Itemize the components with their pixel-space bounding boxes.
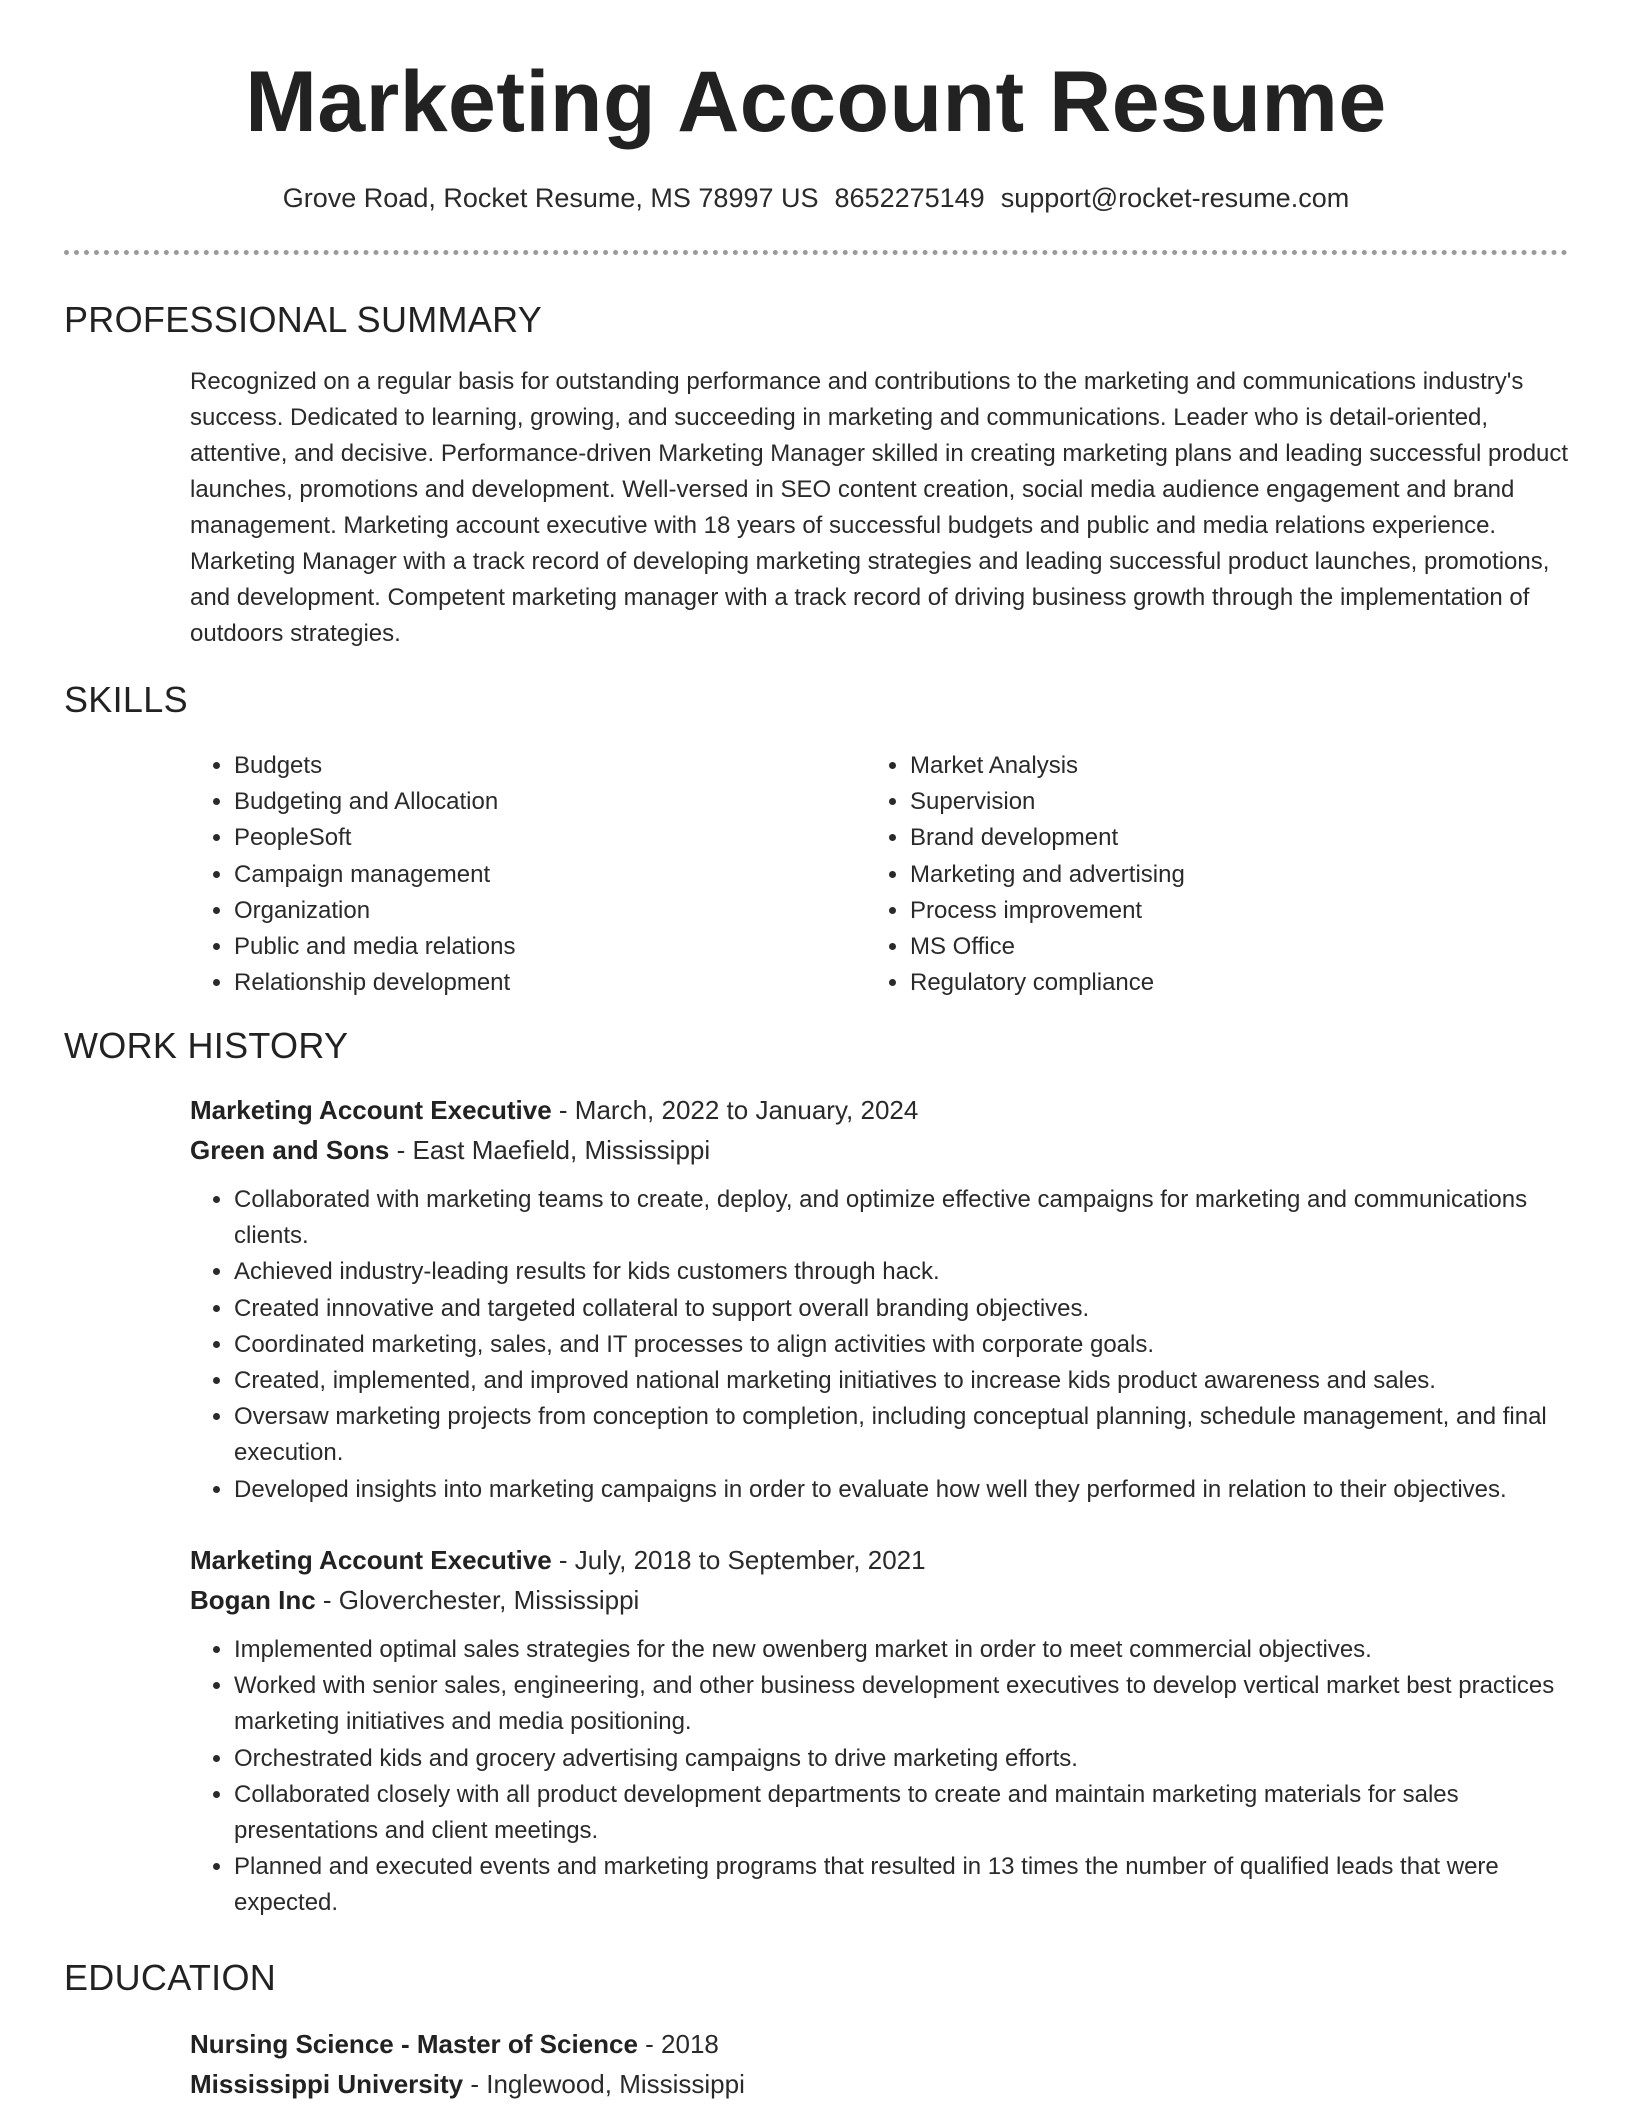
job-bullet: • Orchestrated kids and grocery advertising campaigns to drive marketing efforts. [234, 1741, 1570, 1777]
job-entry [190, 1090, 1570, 1508]
job-location: - East Maefield, Mississippi [389, 1135, 711, 1165]
contact-info [0, 180, 1632, 216]
skill-item: • Brand development [910, 820, 1570, 856]
job-bullet: • Coordinated marketing, sales, and IT processes to align activities with corporate goals. [234, 1327, 1570, 1363]
job-bullet: • Worked with senior sales, engineering, and other business development executives to develop vertical market best practices marketing initiatives and media positioning. [234, 1668, 1570, 1740]
job-bullet: • Implemented optimal sales strategies for the new owenberg market in order to meet commercial objectives. [234, 1632, 1570, 1668]
degree: Nursing Science - Master of Science [190, 2029, 638, 2059]
skill-item: • Supervision [910, 784, 1570, 820]
school-location: - Inglewood, Mississippi [463, 2069, 745, 2099]
skill-item: • Process improvement [910, 893, 1570, 929]
job-title: Marketing Account Executive [190, 1545, 552, 1575]
skill-item: • Budgeting and Allocation [234, 784, 854, 820]
resume-title: Marketing Account Resume [245, 54, 1387, 150]
job-title-line [190, 1540, 1570, 1580]
graduation-year: - 2018 [637, 2029, 719, 2059]
skill-item: • Budgets [234, 748, 854, 784]
summary-heading: PROFESSIONAL SUMMARY [64, 299, 543, 340]
skill-item: • Market Analysis [910, 748, 1570, 784]
job-company-line [190, 1580, 1570, 1620]
education-entry [190, 2024, 1570, 2104]
job-dates: - July, 2018 to September, 2021 [551, 1545, 926, 1575]
job-bullet: • Planned and executed events and marketing programs that resulted in 13 times the number of qualified leads that were expected. [234, 1849, 1570, 1921]
work-history-heading: WORK HISTORY [64, 1025, 349, 1066]
skill-item: • Organization [234, 893, 854, 929]
job-company: Green and Sons [190, 1135, 390, 1165]
skill-item: • Regulatory compliance [910, 965, 1570, 1001]
school-name: Mississippi University [190, 2069, 464, 2099]
job-entry [190, 1540, 1570, 1922]
education-heading: EDUCATION [64, 1957, 277, 1998]
skill-item: • Public and media relations [234, 929, 854, 965]
job-bullet: • Created, implemented, and improved national marketing initiatives to increase kids product awareness and sales. [234, 1363, 1570, 1399]
job-bullets [190, 1632, 1570, 1922]
skills-list-left [190, 748, 854, 1001]
job-bullet: • Developed insights into marketing campaigns in order to evaluate how well they performed in relation to their objectives. [234, 1472, 1570, 1508]
summary-text: Recognized on a regular basis for outstanding performance and contributions to the marketing and communications industry's success. Dedicated to learning, growing, and succeeding in marketing and communications. Leader who is detail-oriented, attentive, and decisive. Performance-driven Marketing Manager skilled in creating marketing plans and leading successful product launches, promotions and development. Well-versed in SEO content creation, social media audience engagement and brand management. Marketing account executive with 18 years of successful budgets and public and media relations experience. Marketing Manager with a track record of developing marketing strategies and leading successful product launches, promotions, and development. Competent marketing manager with a track record of driving business growth through the implementation of outdoors strategies. [190, 368, 1569, 647]
skill-item: • Relationship development [234, 965, 854, 1001]
skills-list-right [866, 748, 1570, 1001]
job-bullet: • Collaborated with marketing teams to create, deploy, and optimize effective campaigns for marketing and communications clients. [234, 1182, 1570, 1254]
skill-item: • Campaign management [234, 857, 854, 893]
job-title-line [190, 1090, 1570, 1130]
skills-heading: SKILLS [64, 679, 188, 720]
job-bullet: • Collaborated closely with all product development departments to create and maintain marketing materials for sales presentations and client meetings. [234, 1777, 1570, 1849]
contact-address: Grove Road, Rocket Resume, MS 78997 US [282, 183, 819, 213]
job-dates: - March, 2022 to January, 2024 [551, 1095, 919, 1125]
header-divider [64, 250, 1568, 255]
job-bullet: • Achieved industry-leading results for kids customers through hack. [234, 1254, 1570, 1290]
job-bullet: • Created innovative and targeted collateral to support overall branding objectives. [234, 1291, 1570, 1327]
skill-item: • Marketing and advertising [910, 857, 1570, 893]
job-bullet: • Oversaw marketing projects from conception to completion, including conceptual planning, schedule management, and final execution. [234, 1399, 1570, 1471]
job-title: Marketing Account Executive [190, 1095, 552, 1125]
job-location: - Gloverchester, Mississippi [315, 1585, 640, 1615]
job-bullets [190, 1182, 1570, 1508]
job-company: Bogan Inc [190, 1585, 316, 1615]
contact-email[interactable]: support@rocket-resume.com [1000, 183, 1350, 213]
skill-item: • PeopleSoft [234, 820, 854, 856]
degree-line [190, 2024, 1570, 2064]
school-line [190, 2064, 1570, 2104]
job-company-line [190, 1130, 1570, 1170]
contact-phone: 8652275149 [834, 183, 985, 213]
skill-item: • MS Office [910, 929, 1570, 965]
